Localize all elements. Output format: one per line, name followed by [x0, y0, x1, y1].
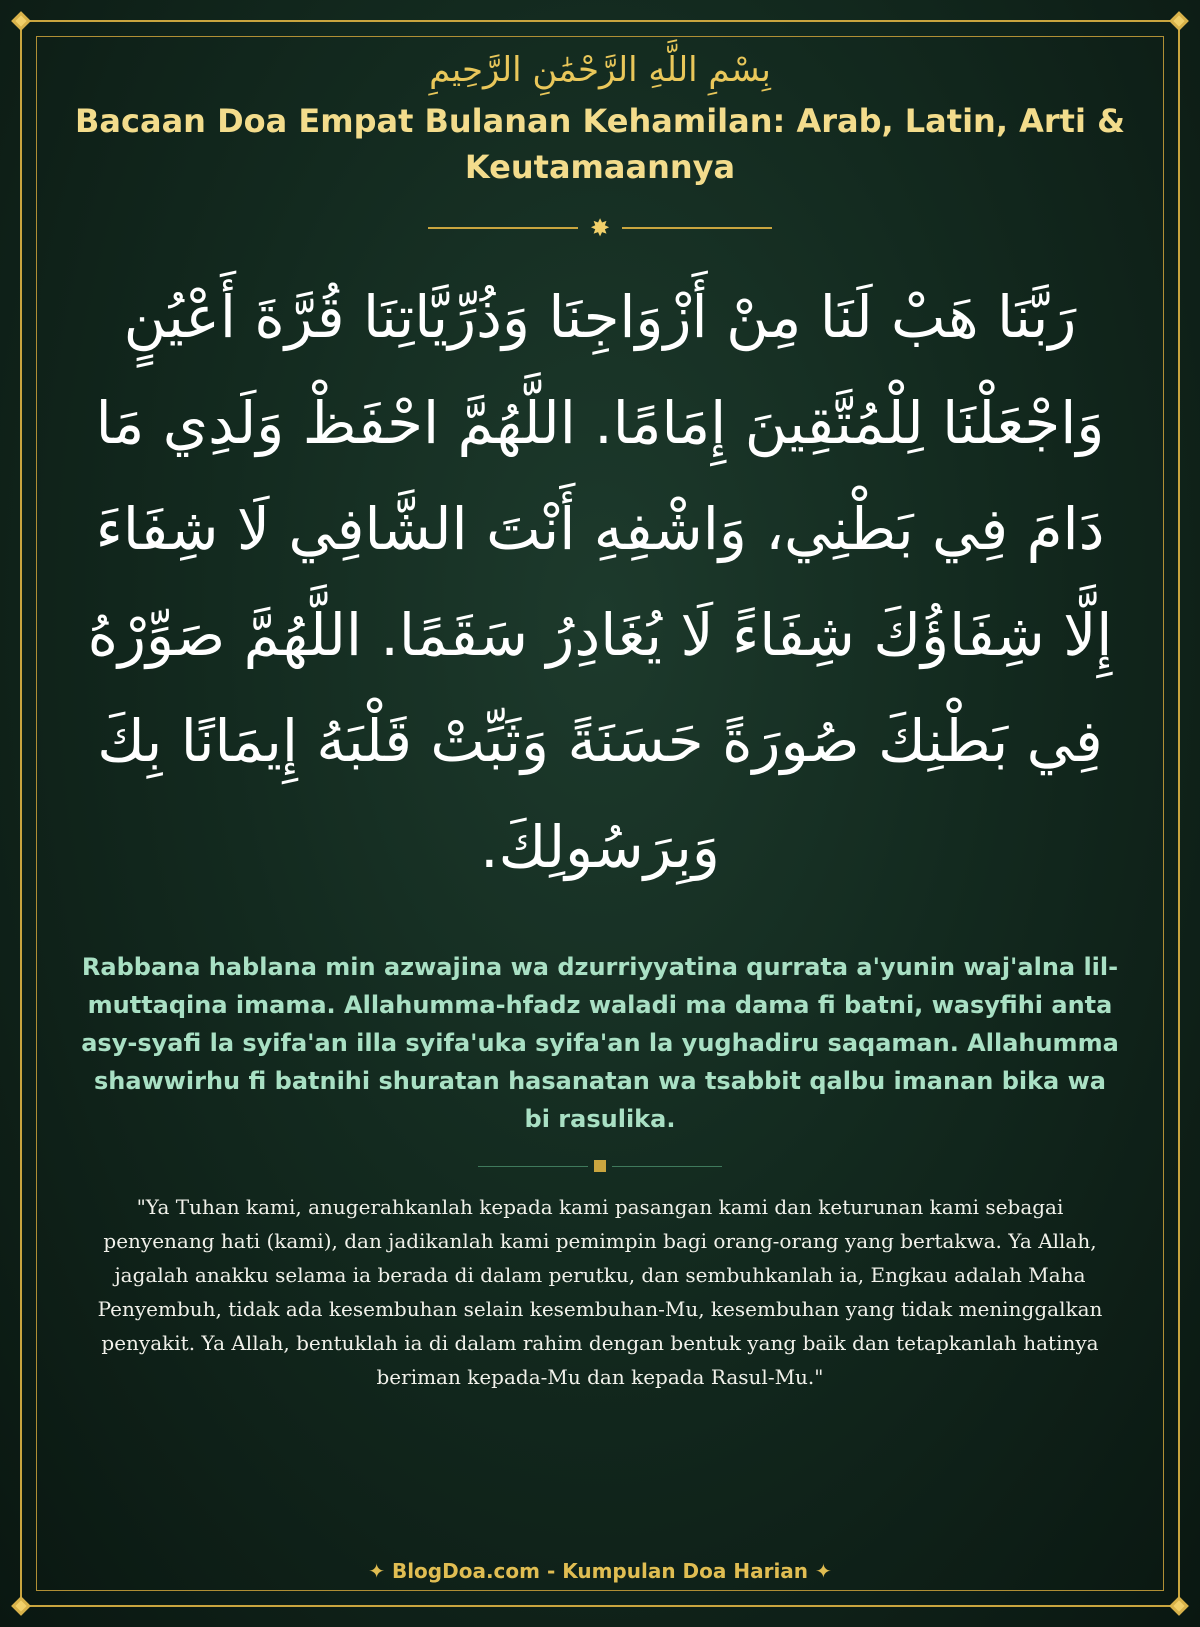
small-divider — [60, 1160, 1140, 1172]
square-ornament-icon — [594, 1160, 606, 1172]
latin-transliteration: Rabbana hablana min azwajina wa dzurriyyatina qurrata a'yunin waj'alna lil-muttaqina imama. Allahumma-hfadz waladi ma dama fi batni, wasyfihi anta asy-syafi la syifa'an illa syifa'uka syifa'an la yughadiru saqaman. Allahumma shawwirhu fi batnihi shuratan hasanatan wa tsabbit qalbu imanan bika wa bi rasulika. — [81, 953, 1119, 1134]
star-ornament-icon: ✸ — [589, 214, 611, 243]
arabic-prayer: رَبَّنَا هَبْ لَنَا مِنْ أَزْوَاجِنَا وَذُرِّيَّاتِنَا قُرَّةَ أَعْيُنٍ وَاجْعَلْنَا لِلْمُتَّقِينَ إِمَامًا. اللَّهُمَّ احْفَظْ وَلَدِي مَا دَامَ فِي بَطْنِي، وَاشْفِهِ أَنْتَ الشَّافِي لَا شِفَاءَ إِلَّا شِفَاؤُكَ شِفَاءً لَا يُغَادِرُ سَقَمًا. اللَّهُمَّ صَوِّرْهُ فِي بَطْنِكَ صُورَةً حَسَنَةً وَثَبِّتْ قَلْبَهُ إِيمَانًا بِكَ وَبِرَسُولِكَ. — [87, 283, 1113, 882]
bismillah: بِسْمِ اللَّهِ الرَّحْمَٰنِ الرَّحِيمِ — [429, 50, 771, 90]
divider-line — [612, 1166, 722, 1167]
indonesian-translation: "Ya Tuhan kami, anugerahkanlah kepada kami pasangan kami dan keturunan kami sebagai penyenang hati (kami), dan jadikanlah kami pemimpin bagi orang-orang yang bertakwa. Ya Allah, jagalah anakku selama ia berada di dalam perutku, dan sembuhkanlah ia, Engkau adalah Maha Penyembuh, tidak ada kesembuhan selain kesembuhan-Mu, kesembuhan yang tidak meninggalkan penyakit. Ya Allah, bentuklah ia di dalam rahim dengan bentuk yang baik dan tetapkanlah hatinya beriman kepada-Mu dan kepada Rasul-Mu." — [97, 1195, 1103, 1390]
divider-line — [428, 227, 578, 229]
divider-line — [478, 1166, 588, 1167]
page-title: Bacaan Doa Empat Bulanan Kehamilan: Arab, Latin, Arti & Keutamaannya — [75, 102, 1125, 187]
card-content — [60, 48, 1140, 1394]
footer-credit: ✦ BlogDoa.com - Kumpulan Doa Harian ✦ — [368, 1559, 832, 1583]
divider-line — [622, 227, 772, 229]
ornament-divider — [60, 214, 1140, 243]
